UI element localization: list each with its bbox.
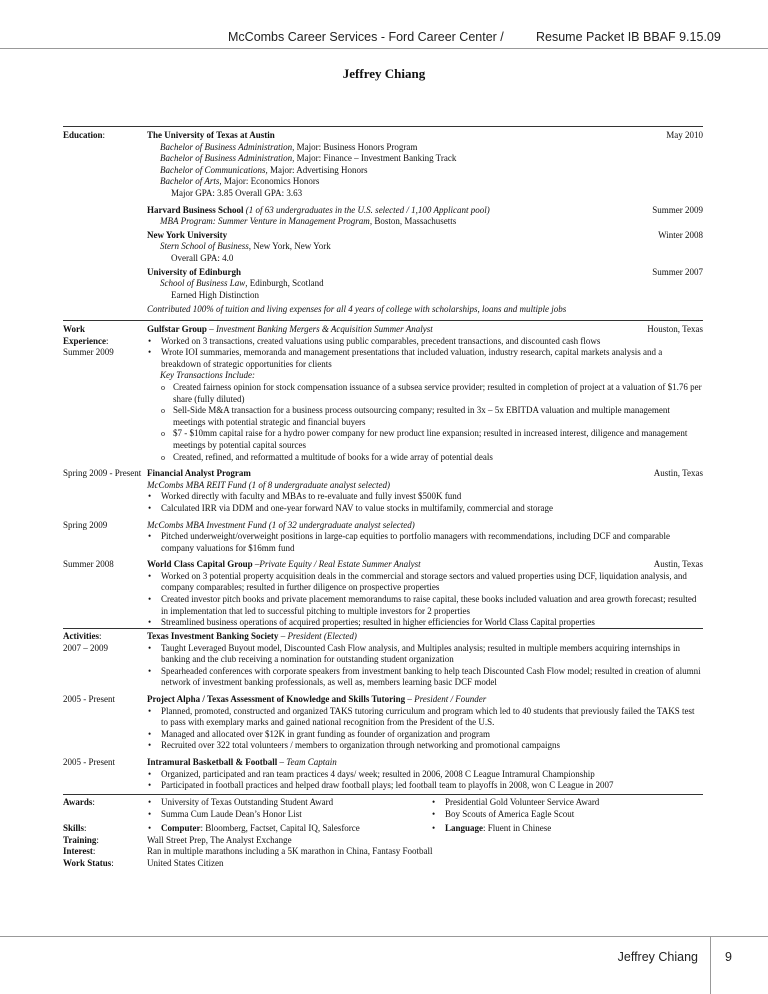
list-item: • Summa Cum Laude Dean’s Honor List xyxy=(147,809,419,821)
page-number: 9 xyxy=(725,950,732,964)
education-section: Education: The University of Texas at Austin May 2010 Bachelor of Business Administration, Major: Business Honors Program Bachelor of Business Administration, Major: Finance – Investment Banking Track Bachelor of Communications, Major: Advertising Honors Bachelor of Arts, Major: Economics Honors Major GPA: 3.85 Overall GPA: 3.63 Harvard Business School (1 of 63 undergraduates in the U.S. selected / 1,100 Applicant pool) Summer 2009 MBA Program: Summer Venture in Management Program, Boston, Massachusetts New York University Winter 2008 Stern School of Business, New York, New York Overall GPA: 4.0 University of Edinburgh Summer 2007 School of Business Law, Edinburgh, Scotland Earned High Distinction Contributed 100% of tuition and living expenses for all 4 years of college with scholarships, loans and multiple jobs xyxy=(63,130,703,315)
header-left: McCombs Career Services - Ford Career Center / xyxy=(228,30,504,44)
activities-section: Activities: 2007 – 2009 Texas Investment Banking Society – President (Elected) • Taught Leveraged Buyout model, Discounted Cash Flow analysis, and Multiples analysis; resulted in multiple members acquiring internships in banking and the club receiving a nomination for outstanding student organization • Spearheaded conferences with corporate speakers from investment banking to help teach Discounted Cash Flow model; resulted in creation of alumni network of investment banking professionals, as well as, members learning basic DCF model 2005 - Present Project Alpha / Texas Assessment of Knowledge and Skills Tutoring – President / Founder • Planned, promoted, constructed and organized TAKS tutoring curriculum and program which led to 40 students that previously failed the TAKS test to pass with exemplary marks and gained national recognition from the President of the U.S. • Managed and allocated over $12K in grant funding as founder of organization and program • Recruited over 322 total volunteers / members to organization through networking and promotional campaigns 2005 - Present Intramural Basketball & Football – Team Captain • Organized, participated and ran team practices 4 days/ week; resulted in 2006, 2008 C League Intramural Championship • Participated in football practices and helped draw football plays; led football team to playoffs in 2008, won C League in 2007 xyxy=(63,631,703,792)
list-item: • Worked on 3 transactions, created valuations using public comparables, precedent transactions, and discounted cash flows xyxy=(147,336,703,348)
list-item: • Recruited over 322 total volunteers / members to organization through networking and promotional campaigns xyxy=(147,740,703,752)
footer-divider xyxy=(0,936,768,937)
work-status-value: United States Citizen xyxy=(147,857,224,868)
footer-name: Jeffrey Chiang xyxy=(617,950,698,964)
section-label: Training: xyxy=(63,834,99,845)
contribution-note: Contributed 100% of tuition and living expenses for all 4 years of college with scholarships, loans and multiple jobs xyxy=(147,304,567,315)
section-divider xyxy=(63,628,703,629)
section-divider xyxy=(63,126,703,127)
header-right: Resume Packet IB BBAF 9.15.09 xyxy=(536,30,721,44)
section-label: Activities: 2007 – 2009 xyxy=(63,631,108,653)
list-item: • Worked on 3 potential property acquisition deals in the commercial and storage sectors and valued properties using DCF, liquidation analysis, and company comparables; resulted in further diligence on prospective properties xyxy=(147,571,703,594)
list-item: o Created, refined, and reformatted a multitude of books for a wide array of potential deals xyxy=(147,452,703,464)
section-label: Interest: xyxy=(63,846,96,857)
list-item: • Boy Scouts of America Eagle Scout xyxy=(431,809,703,821)
section-label: Education: xyxy=(63,130,106,140)
list-item: o $7 - $10mm capital raise for a hydro power company for new product line expansion; resulted in increased interest, diligence and management meetings by potential capital sources xyxy=(147,428,703,451)
date: May 2010 xyxy=(666,130,703,140)
header-divider xyxy=(0,48,768,49)
school-name: New York University xyxy=(147,229,228,240)
awards-section: Awards: • University of Texas Outstanding Student Award • Summa Cum Laude Dean’s Honor List • Presidential Gold Volunteer Service Award • Boy Scouts of America Eagle Scout Skills: • Computer: Bloomberg, Factset, Capital IQ, Salesforce • Language: Fluent in Chinese Training: Wall Street Prep, The Analyst Exchange Interest: Ran in multiple marathons including a 5K marathon in China, Fantasy Football Work Status: United States Citizen xyxy=(63,797,703,870)
list-item: • Managed and allocated over $12K in grant funding as founder of organization and program xyxy=(147,729,703,741)
school-name: University of Edinburgh xyxy=(147,266,242,277)
list-item: o Sell-Side M&A transaction for a business process outsourcing company; resulted in 3x – 5x EBITDA valuation and multiple management meetings with potential strategic and financial buyers xyxy=(147,405,703,428)
school-name: Harvard Business School xyxy=(147,204,244,215)
list-item: • Pitched underweight/overweight positions in large-cap equities to portfolio managers with recommendations, including DCF and comparable company valuations for $16mm fund xyxy=(147,531,703,554)
list-item: • Wrote IOI summaries, memoranda and management presentations that included valuation, industry research, capital markets analysis and a breakdown of strategic opportunities for clients xyxy=(147,347,703,370)
school-name: The University of Texas at Austin xyxy=(147,130,275,140)
section-label: Work Status: xyxy=(63,857,114,868)
work-section: Work Experience: Summer 2009 Gulfstar Group – Investment Banking Mergers & Acquisition Summer Analyst Houston, Texas • Worked on 3 transactions, created valuations using public comparables, precedent transactions, and discounted cash flows • Wrote IOI summaries, memoranda and management presentations that included valuation, industry research, capital markets analysis and a breakdown of strategic opportunities for clients Key Transactions Include: o Created fairness opinion for stock compensation issuance of a subsea service provider; resulted in completion of project at a valuation of $1.76 per share (fully diluted) o Sell-Side M&A transaction for a business process outsourcing company; resulted in 3x – 5x EBITDA valuation and multiple management meetings with potential strategic and financial buyers o $7 - $10mm capital raise for a hydro power company for new product line expansion; resulted in increased interest, diligence and management meetings by potential capital sources o Created, refined, and reformatted a multitude of books for a wide array of potential deals Spring 2009 - Present Financial Analyst Program Austin, Texas McCombs MBA REIT Fund (1 of 8 undergraduate analyst selected) • Worked directly with faculty and MBAs to re-evaluate and fully invest $500K fund • Calculated IRR via DDM and one-year forward NAV to value stocks in multifamily, commercial and storage Spring 2009 McCombs MBA Investment Fund (1 of 32 undergraduate analyst selected) • Pitched underweight/overweight positions in large-cap equities to portfolio managers with recommendations, including DCF and comparable company valuations for $16mm fund Summer 2008 World Class Capital Group –Private Equity / Real Estate Summer Analyst Austin, Texas • Worked on 3 potential property acquisition deals in the commercial and storage sectors and valued properties using DCF, liquidation analysis, and company comparables; resulted in further diligence on prospective properties • Created investor pitch books and private placement memorandums to raise capital, these books included valuation and area growth forecast; resulted in implementation that led to successful pitching to multiple investors for 2 properties • Streamlined business operations of acquired properties; resulted in higher efficiencies for World Class Capital properties xyxy=(63,324,703,629)
list-item: • Taught Leveraged Buyout model, Discounted Cash Flow analysis, and Multiples analysis; resulted in multiple members acquiring internships in banking and the club receiving a nomination for outstanding student organization xyxy=(147,643,703,666)
list-item: • Spearheaded conferences with corporate speakers from investment banking to help teach Discounted Cash Flow model; resulted in creation of alumni network of investment banking professionals, as well as, members learning basic DCF model xyxy=(147,666,703,689)
list-item: • Calculated IRR via DDM and one-year forward NAV to value stocks in multifamily, commercial and storage xyxy=(147,503,703,515)
list-item: • University of Texas Outstanding Student Award xyxy=(147,797,419,809)
section-label: Work Experience: Summer 2009 xyxy=(63,324,114,358)
gpa: Major GPA: 3.85 Overall GPA: 3.63 xyxy=(171,187,303,198)
list-item: • Organized, participated and ran team practices 4 days/ week; resulted in 2006, 2008 C League Intramural Championship xyxy=(147,769,703,781)
interest-value: Ran in multiple marathons including a 5K marathon in China, Fantasy Football xyxy=(147,846,433,857)
section-label: Skills: xyxy=(63,823,87,834)
list-item: • Worked directly with faculty and MBAs to re-evaluate and fully invest $500K fund xyxy=(147,491,703,503)
list-item: • Created investor pitch books and private placement memorandums to raise capital, these books included valuation and area growth forecast; resulted in implementation that led to successful pitching to multiple investors for 2 properties xyxy=(147,594,703,617)
section-divider xyxy=(63,794,703,795)
list-item: • Planned, promoted, constructed and organized TAKS tutoring curriculum and program which led to 40 students that previously failed the TAKS test to pass with exemplary marks and gained national recognition from the President of the U.S. xyxy=(147,706,703,729)
list-item: • Presidential Gold Volunteer Service Award xyxy=(431,797,703,809)
footer-vertical-divider xyxy=(710,936,711,994)
candidate-name: Jeffrey Chiang xyxy=(342,66,426,81)
list-item: • Participated in football practices and helped draw football plays; led football team to playoffs in 2008, won C League in 2007 xyxy=(147,780,703,792)
section-label: Awards: xyxy=(63,797,95,807)
section-divider xyxy=(63,320,703,321)
training-value: Wall Street Prep, The Analyst Exchange xyxy=(147,834,292,845)
list-item: • Streamlined business operations of acquired properties; resulted in higher efficiencies for World Class Capital properties xyxy=(147,617,703,629)
list-item: o Created fairness opinion for stock compensation issuance of a subsea service provider; resulted in completion of project at a valuation of $1.76 per share (fully diluted) xyxy=(147,382,703,405)
